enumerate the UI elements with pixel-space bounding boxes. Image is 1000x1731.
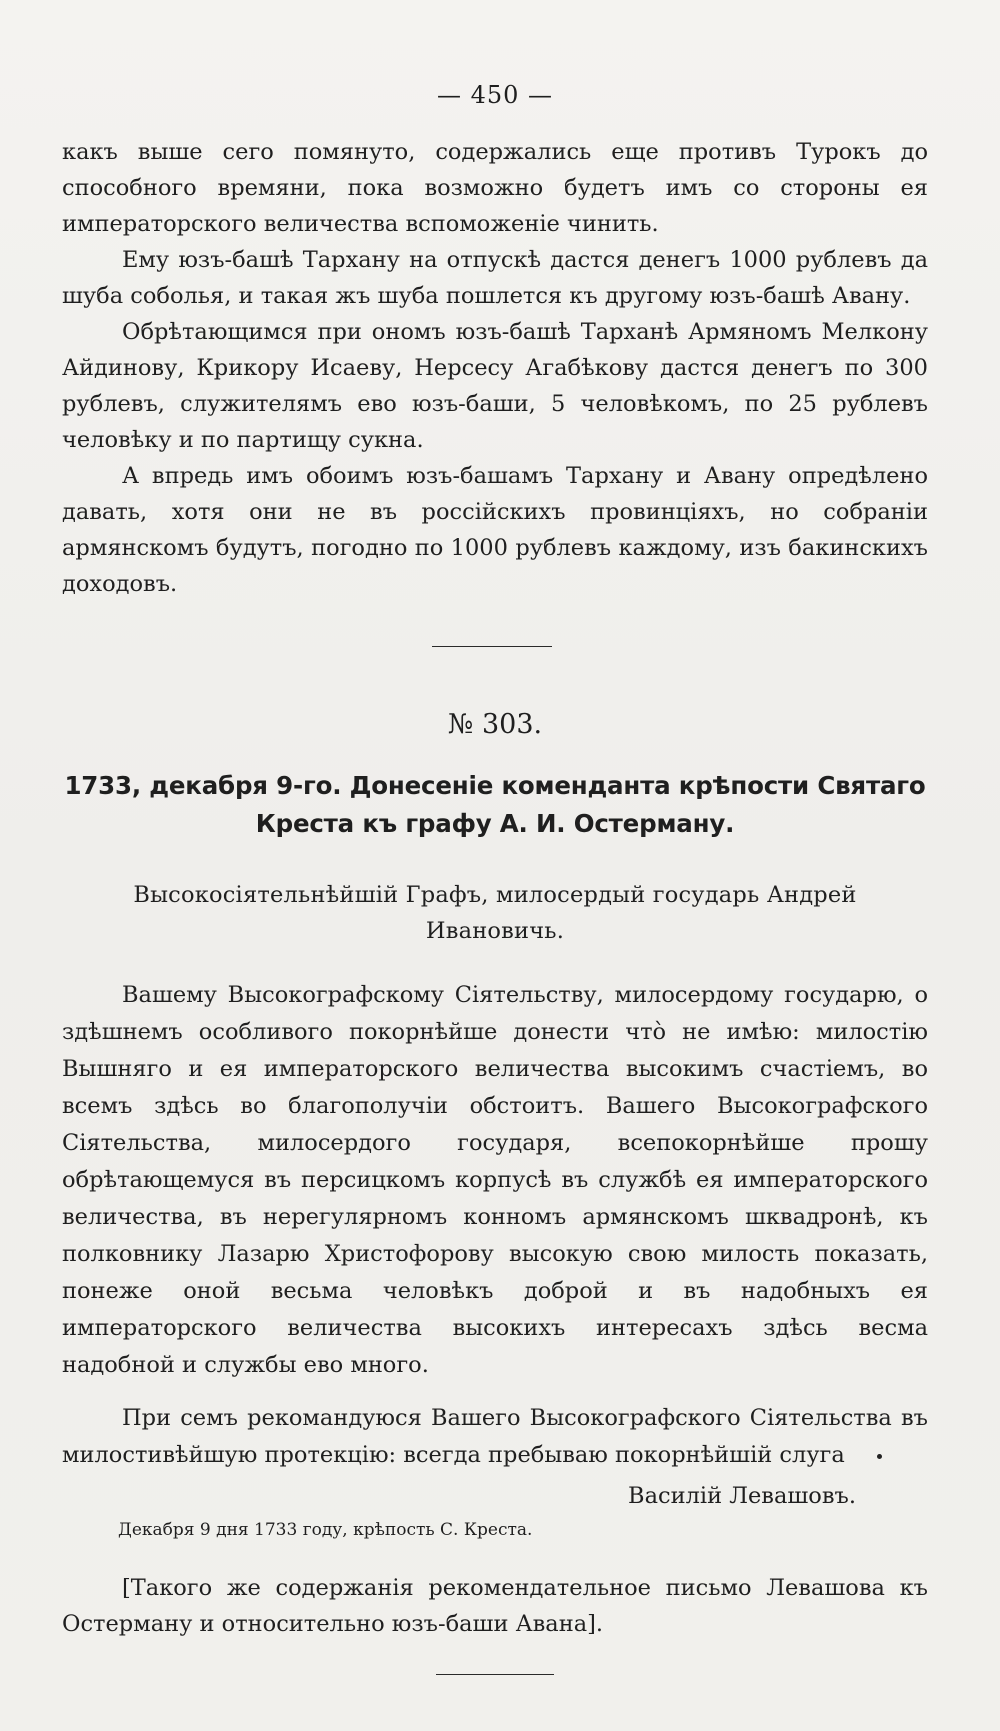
intro-paragraph-1: какъ выше сего помянуто, содержались еще противъ Турокъ до способного времяни, пока возможно будетъ имъ со стороны ея императорского величества вспоможеніе чинить. xyxy=(62,139,928,237)
dot-mark xyxy=(877,1454,882,1459)
dateline: Декабря 9 дня 1733 году, крѣпость С. Креста. xyxy=(118,1520,533,1540)
page-content xyxy=(62,78,928,1675)
letter-paragraph-1: Вашему Высокографскому Сіятельству, милосердому государю, о здѣшнемъ особливого покорнѣйше донести что̀ не имѣю: милостію Вышняго и ея императорского величества высокимъ счастіемъ, во всемъ здѣсь во благополучіи обстоитъ. Вашего Высокографского Сіятельства, милосердого государя, всепокорнѣйше прошу обрѣтающемуся въ персицкомъ корпусѣ въ службѣ ея императорского величества, въ нерегулярномъ конномъ армянскомъ шквадронѣ, къ полковнику Лазарю Христофорову высокую свою милость показать, понеже оной весьма человѣкъ доброй и въ надобныхъ ея императорского величества высокихъ интересахъ здѣсь весма надобной и службы ево много. xyxy=(62,982,928,1378)
letter-body xyxy=(62,977,928,1474)
document-number: № 303. xyxy=(447,709,543,740)
letter-salutation: Высокосіятельнѣйшій Графъ, милосердый государь Андрей Ивановичь. xyxy=(133,882,857,944)
letter-paragraph-2-text: При семъ рекомандуюся Вашего Высокографского Сіятельства въ милостивѣйшую протекцію: всегда пребываю покорнѣйшій слуга xyxy=(62,1405,928,1468)
intro-paragraph-4: А впредь имъ обоимъ юзъ-башамъ Тархану и Авану опредѣлено давать, хотя они не въ россійскихъ провинціяхъ, но собраніи армянскомъ будутъ, погодно по 1000 рублевъ каждому, изъ бакинскихъ доходовъ. xyxy=(62,463,928,597)
editorial-note: [Такого же содержанія рекомендательное письмо Левашова къ Остерману и относительно юзъ-баши Авана]. xyxy=(62,1575,928,1637)
signature: Василій Левашовъ. xyxy=(628,1483,856,1509)
document-heading: 1733, декабря 9-го. Донесеніе коменданта крѣпости Святаго Креста къ графу А. И. Остерману. xyxy=(64,771,926,838)
intro-paragraph-2: Ему юзъ-башѣ Тархану на отпускѣ дастся денегъ 1000 рублевъ да шуба соболья, и такая жъ шуба пошлется къ другому юзъ-башѣ Авану. xyxy=(62,247,928,309)
page-number: — 450 — xyxy=(436,81,554,109)
end-divider xyxy=(436,1674,554,1675)
intro-paragraph-3: Обрѣтающимся при ономъ юзъ-башѣ Тарханѣ Армяномъ Мелкону Айдинову, Крикору Исаеву, Нерсесу Агабѣкову дастся денегъ по 300 рублевъ, служителямъ ево юзъ-баши, 5 человѣкомъ, по 25 рублевъ человѣку и по партищу сукна. xyxy=(62,319,928,453)
section-divider xyxy=(432,646,552,647)
letter-paragraph-2 xyxy=(62,1400,928,1474)
